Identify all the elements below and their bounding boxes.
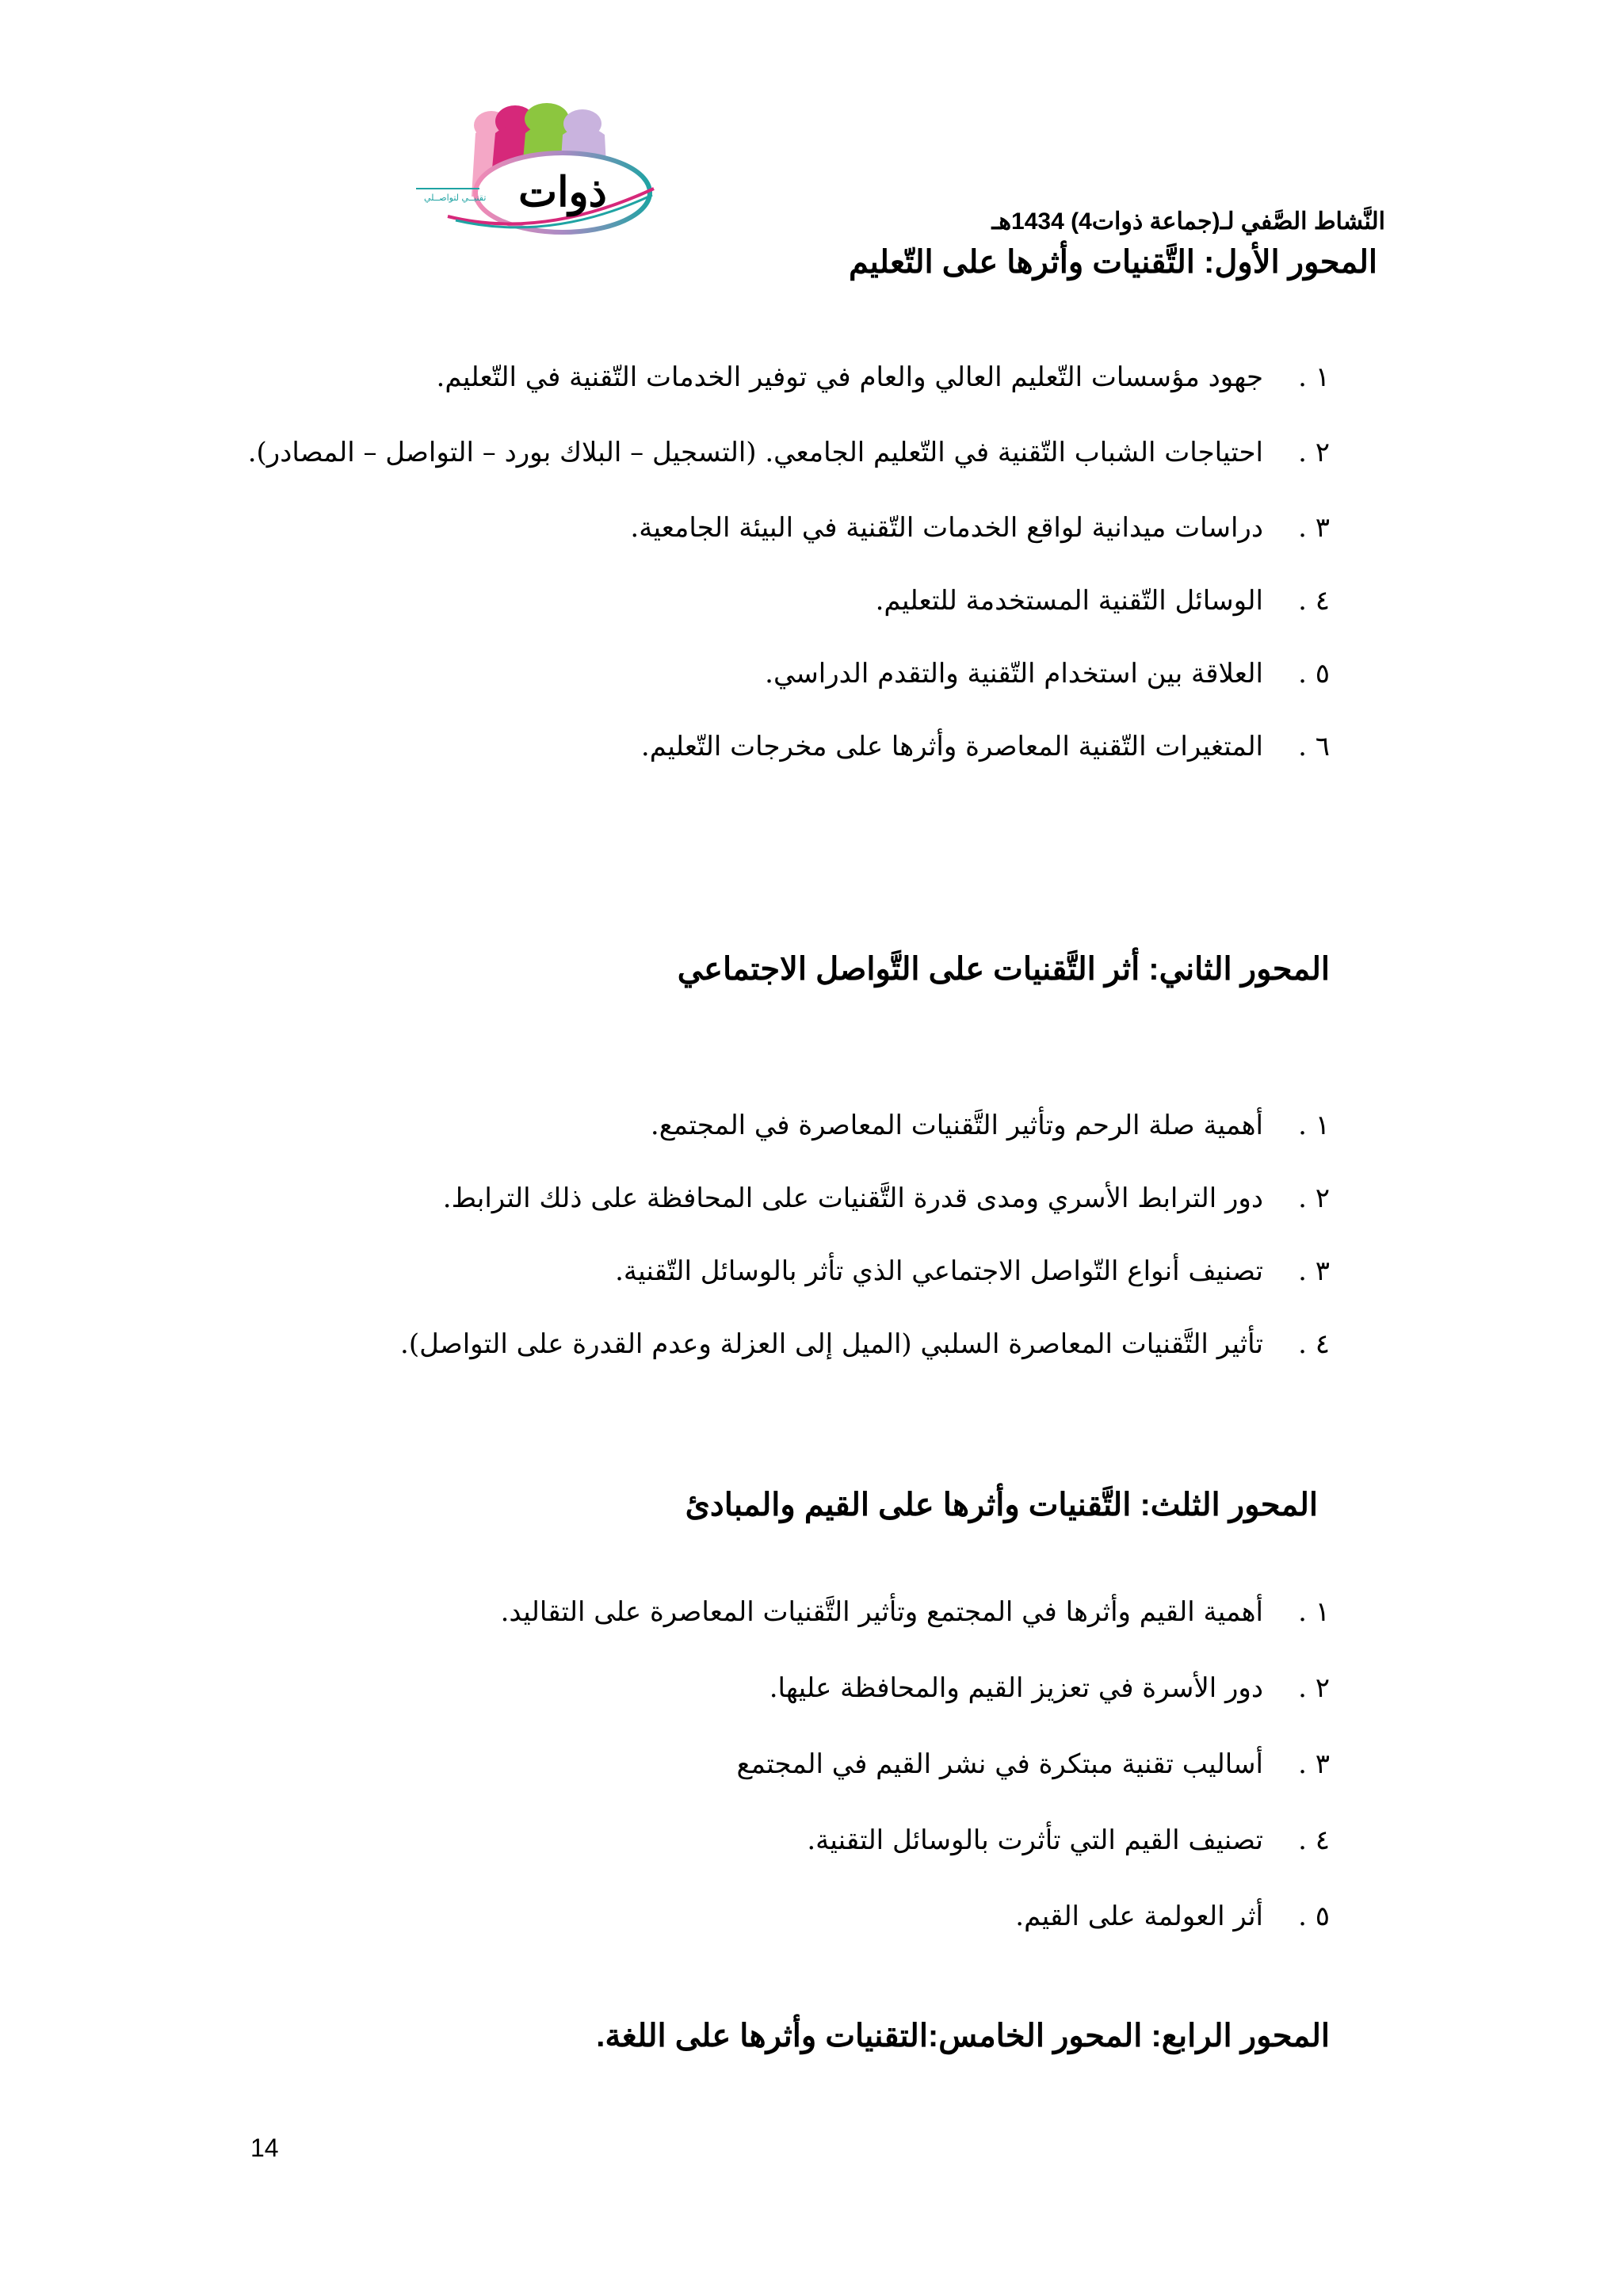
list-item: ٣ . دراسات ميدانية لواقع الخدمات التّقنية في البيئة الجامعية. bbox=[630, 512, 1330, 544]
list-item: ٦ . المتغيرات التّقنية المعاصرة وأثرها على مخرجات التّعليم. bbox=[640, 731, 1330, 762]
list-item: ٥ . أثر العولمة على القيم. bbox=[1015, 1901, 1330, 1932]
list-item: ٣ . تصنيف أنواع التّواصل الاجتماعي الذي تأثر بالوسائل التّقنية. bbox=[615, 1255, 1330, 1287]
axis1-list bbox=[125, 341, 1330, 783]
list-item: ٣ . أساليب تقنية مبتكرة في نشر القيم في المجتمع bbox=[736, 1748, 1330, 1780]
list-item: ١ . أهمية صلة الرحم وتأثير التَّقنيات المعاصرة في المجتمع. bbox=[650, 1110, 1330, 1141]
axis1-title: المحور الأول: التَّقنيات وأثرها على التّعليم bbox=[849, 245, 1377, 280]
list-item: ١ . جهود مؤسسات التّعليم العالي والعام في توفير الخدمات التّقنية في التّعليم. bbox=[436, 361, 1330, 393]
list-item: ٢ . احتياجات الشباب التّقنية في التّعليم الجامعي. (التسجيل – البلاك بورد – التواصل – المصادر). bbox=[247, 437, 1330, 468]
axis2-title: المحور الثاني: أثر التَّقنيات على التَّواصل الاجتماعي bbox=[677, 952, 1330, 987]
list-item: ٤ . تأثير التَّقنيات المعاصرة السلبي (الميل إلى العزلة وعدم القدرة على التواصل). bbox=[400, 1328, 1330, 1360]
axis2-list bbox=[173, 1089, 1330, 1381]
list-item: ٢ . دور الترابط الأسري ومدى قدرة التَّقنيات على المحافظة على ذلك الترابط. bbox=[442, 1182, 1330, 1214]
list-item: ٢ . دور الأسرة في تعزيز القيم والمحافظة عليها. bbox=[769, 1672, 1330, 1704]
axis3-list bbox=[173, 1574, 1330, 1954]
axis4-title: المحور الرابع: المحور الخامس:التقنيات وأثرها على اللغة. bbox=[596, 2019, 1330, 2053]
activity-header: النَّشاط الصَّفي لـ(جماعة ذوات4) 1434هـ bbox=[991, 208, 1385, 235]
list-item: ٤ . الوسائل التّقنية المستخدمة للتعليم. bbox=[875, 585, 1330, 617]
page-number: 14 bbox=[250, 2134, 279, 2162]
list-item: ٤ . تصنيف القيم التي تأثرت بالوسائل التقنية. bbox=[807, 1824, 1330, 1856]
logo-graphic bbox=[400, 101, 662, 236]
logo-caption: تقنيــي لتواصــلي bbox=[424, 193, 487, 203]
logo-wordmark: ذوات bbox=[518, 168, 607, 216]
axis3-title: المحور الثلث: التَّقنيات وأثرها على القيم والمبادئ bbox=[685, 1488, 1318, 1522]
list-item: ١ . أهمية القيم وأثرها في المجتمع وتأثير التَّقنيات المعاصرة على التقاليد. bbox=[500, 1596, 1330, 1628]
dhawat-logo bbox=[400, 101, 662, 236]
list-item: ٥ . العلاقة بين استخدام التّقنية والتقدم الدراسي. bbox=[765, 658, 1330, 690]
